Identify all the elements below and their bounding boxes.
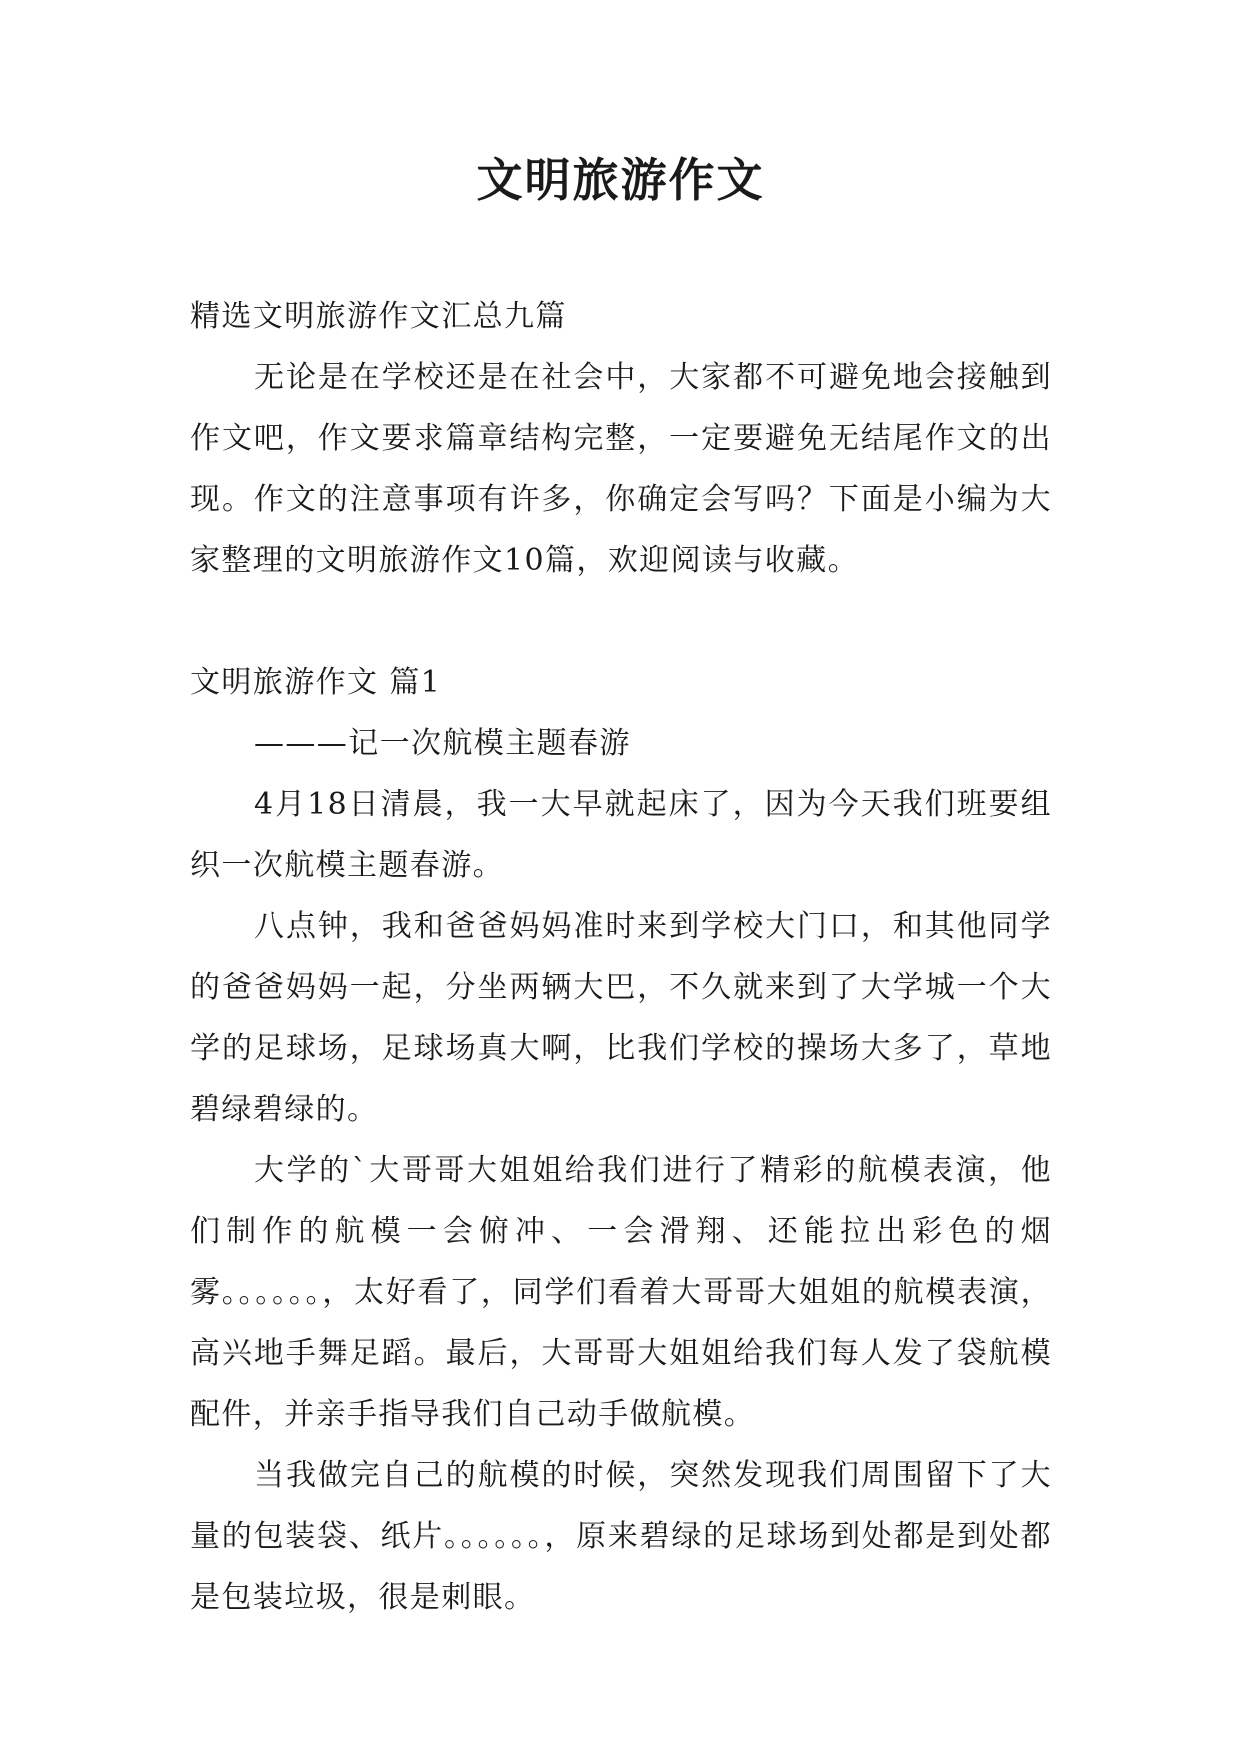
- paragraph: 当我做完自己的航模的时候，突然发现我们周围留下了大量的包装袋、纸片。。。。。。，原来碧绿的足球场到处都是到处都是包装垃圾，很是刺眼。: [190, 1458, 1052, 1615]
- paragraph: 八点钟，我和爸爸妈妈准时来到学校大门口，和其他同学的爸爸妈妈一起，分坐两辆大巴，不久就来到了大学城一个大学的足球场，足球场真大啊，比我们学校的操场大多了，草地碧绿碧绿的。: [190, 909, 1052, 1127]
- paragraph: 大学的`大哥哥大姐姐给我们进行了精彩的航模表演，他们制作的航模一会俯冲、一会滑翔、还能拉出彩色的烟雾。。。。。。，太好看了，同学们看着大哥哥大姐姐的航模表演，高兴地手舞足蹈。最后，大哥哥大姐姐给我们每人发了袋航模配件，并亲手指导我们自己动手做航模。: [190, 1153, 1052, 1432]
- document-subtitle: 精选文明旅游作文汇总九篇: [190, 299, 567, 334]
- section-subheading: ———记一次航模主题春游: [254, 726, 631, 761]
- document-title: 文明旅游作文: [476, 153, 765, 207]
- section-heading: 文明旅游作文 篇1: [190, 665, 442, 700]
- document-body: [190, 286, 1052, 1628]
- intro-paragraph: 无论是在学校还是在社会中，大家都不可避免地会接触到作文吧，作文要求篇章结构完整，一定要避免无结尾作文的出现。作文的注意事项有许多，你确定会写吗？下面是小编为大家整理的文明旅游作文10篇，欢迎阅读与收藏。: [190, 360, 1052, 578]
- paragraph: 4月18日清晨，我一大早就起床了，因为今天我们班要组织一次航模主题春游。: [190, 787, 1052, 883]
